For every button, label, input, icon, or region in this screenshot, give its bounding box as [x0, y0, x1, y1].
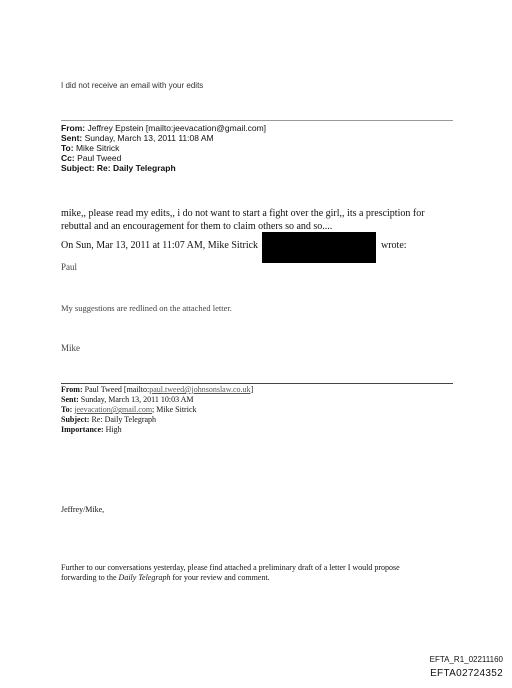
- body-text: for your review and comment.: [170, 573, 270, 582]
- sent-label: Sent:: [61, 395, 79, 404]
- importance-value: High: [105, 425, 122, 434]
- redaction-block: [262, 232, 376, 263]
- importance-label: Importance:: [61, 425, 104, 434]
- signoff-mike: Mike: [61, 343, 80, 353]
- cc-label: Cc:: [61, 153, 75, 163]
- from-end: ]: [250, 385, 254, 394]
- from-name: Paul Tweed [mailto:: [84, 385, 150, 394]
- footer-id-1: EFTA_R1_02211160: [429, 655, 503, 664]
- body-line: [61, 573, 400, 583]
- quote-suffix: wrote:: [381, 240, 407, 251]
- from-label: From:: [61, 123, 86, 133]
- body-line: Further to our conversations yesterday, please find attached a preliminary draft of a letter I would propose: [61, 563, 400, 572]
- body-text: forwarding to the: [61, 573, 119, 582]
- greeting-paul: Paul: [61, 262, 78, 272]
- subject-value: Re: Daily Telegraph: [96, 163, 176, 173]
- publication-name: Daily Telegraph: [118, 573, 171, 582]
- body-line: mike,, please read my edits,, i do not want to start a fight over the girl,, its a presciption for: [61, 208, 425, 219]
- footer-id-2: EFTA02724352: [430, 668, 503, 679]
- quote-prefix: On Sun, Mar 13, 2011 at 11:07 AM, Mike Sitrick: [61, 240, 259, 251]
- from-value: Jeffrey Epstein [mailto:jeevacation@gmail.com]: [87, 123, 267, 133]
- cc-value: Paul Tweed: [77, 153, 122, 163]
- subject-value: Re: Daily Telegraph: [91, 415, 157, 424]
- top-note: I did not receive an email with your edits: [61, 81, 204, 90]
- body-line: rebuttal and an encouragement for them to claim others so and so....: [61, 221, 333, 232]
- sent-value: Sunday, March 13, 2011 10:03 AM: [80, 395, 194, 404]
- subject-label: Subject:: [61, 415, 90, 424]
- suggestions-line: My suggestions are redlined on the attached letter.: [61, 303, 232, 313]
- from-label: From:: [61, 385, 83, 394]
- to-rest: ; Mike Sitrick: [152, 405, 197, 414]
- to-label: To:: [61, 143, 74, 153]
- email-body-2: [61, 563, 400, 583]
- separator-line: [61, 383, 453, 384]
- to-label: To:: [61, 405, 73, 414]
- email-body-1: [61, 207, 425, 233]
- from-email-link[interactable]: paul.tweed@johnsonslaw.co.uk: [149, 385, 251, 394]
- sent-label: Sent:: [61, 133, 83, 143]
- separator-line: [61, 120, 453, 121]
- sent-value: Sunday, March 13, 2011 11:08 AM: [84, 133, 214, 143]
- subject-label: Subject:: [61, 163, 95, 173]
- greeting-jeffrey-mike: Jeffrey/Mike,: [61, 505, 105, 514]
- to-value: Mike Sitrick: [75, 143, 120, 153]
- email-header-1: [61, 123, 266, 173]
- email-header-2: [61, 385, 253, 435]
- to-email-link[interactable]: jeevacation@gmail.com: [74, 405, 153, 414]
